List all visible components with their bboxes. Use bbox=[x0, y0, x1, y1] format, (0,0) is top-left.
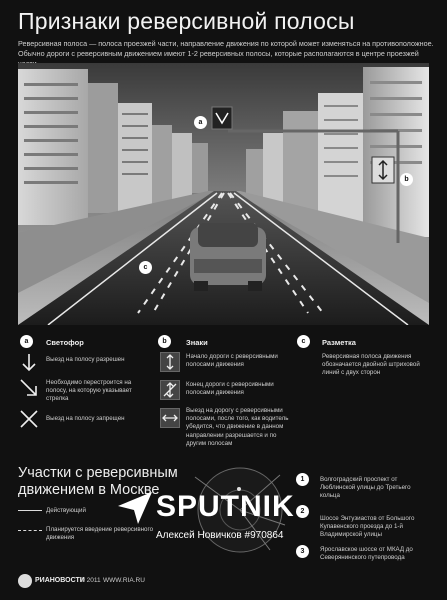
cross-icon bbox=[18, 408, 40, 435]
page-title: Признаки реверсивной полосы bbox=[18, 8, 355, 34]
section-3-badge: 3 bbox=[296, 545, 309, 558]
arrow-down-icon bbox=[18, 352, 40, 379]
legend-a-badge: a bbox=[20, 335, 33, 348]
section-1-badge: 1 bbox=[296, 473, 309, 486]
footer-logo: РИАНОВОСТИ bbox=[35, 577, 85, 584]
marker-b: b bbox=[400, 173, 413, 186]
legend-b-badge: b bbox=[158, 335, 171, 348]
footer-copyright: © 2011 bbox=[80, 577, 101, 584]
reversible-end-sign-icon bbox=[160, 380, 180, 400]
legend-solid-line bbox=[18, 510, 42, 511]
reversible-exit-sign-icon bbox=[160, 408, 180, 428]
watermark-brand: SPUTNIK bbox=[156, 490, 295, 523]
marker-a: a bbox=[194, 116, 207, 129]
marker-c: c bbox=[139, 261, 152, 274]
legend-active-label: Действующий bbox=[46, 507, 86, 514]
section-3-text: Ярославское шоссе от МКАД до Северянинского путепровода bbox=[320, 546, 413, 562]
legend-b-item-3: Выезд на дорогу с реверсивными полосами, после того, как водитель убедится, что движение в данном направлении разрешается и по другим полосам bbox=[186, 407, 289, 447]
legend-a-item-2: Необходимо перестроится на полосу, на которую указывает стрелка bbox=[46, 379, 132, 403]
lead-text: Реверсивная полоса — полоса проезжей части, направление движения по которой может изменяться на противоположное. Обычно дороги с реверсивным движением имеют 1-2 реверсивных полосы, которые располагаются в центре проезжей bbox=[18, 39, 434, 58]
legend-dashed-line bbox=[18, 530, 42, 531]
legend-b-title: Знаки bbox=[186, 338, 208, 347]
moscow-title-line-2: движением в Москве bbox=[18, 482, 160, 498]
legend-c-title: Разметка bbox=[322, 338, 356, 347]
ria-logo-icon bbox=[18, 574, 32, 588]
moscow-title bbox=[18, 465, 178, 499]
legend-b-item-2: Конец дороги с реверсивными полосами движения bbox=[186, 381, 274, 397]
legend-a-item-3: Выезд на полосу запрещен bbox=[46, 415, 125, 422]
road-illustration bbox=[18, 63, 429, 325]
legend-a-item-1: Выезд на полосу разрешен bbox=[46, 356, 125, 363]
moscow-title-line-1: Участки с реверсивным bbox=[18, 465, 178, 481]
legend-c-text: Реверсивная полоса движения обозначается двойной штриховой линий с двух сторон bbox=[322, 353, 420, 377]
legend-b-item-1: Начало дороги с реверсивными полосами движения bbox=[186, 353, 278, 369]
arrow-diagonal-icon bbox=[18, 377, 40, 404]
legend-c-badge: c bbox=[297, 335, 310, 348]
sputnik-logo-icon bbox=[118, 492, 152, 529]
legend-a-title: Светофор bbox=[46, 338, 84, 347]
footer-url: WWW.RIA.RU bbox=[103, 577, 145, 584]
legend-planned-label: Планируется введение реверсивного движения bbox=[46, 526, 154, 542]
watermark-credit: Алексей Новичков #970864 bbox=[156, 530, 284, 541]
section-1-text: Волгоградский проспект от Люблинской улицы до Третьего кольца bbox=[320, 476, 411, 500]
section-2-text: Шоссе Энтузиастов от Большого Купавенского проезда до 1-й Владимирской улицы bbox=[320, 515, 415, 539]
section-2-badge: 2 bbox=[296, 505, 309, 518]
reversible-start-sign-icon bbox=[160, 352, 180, 372]
